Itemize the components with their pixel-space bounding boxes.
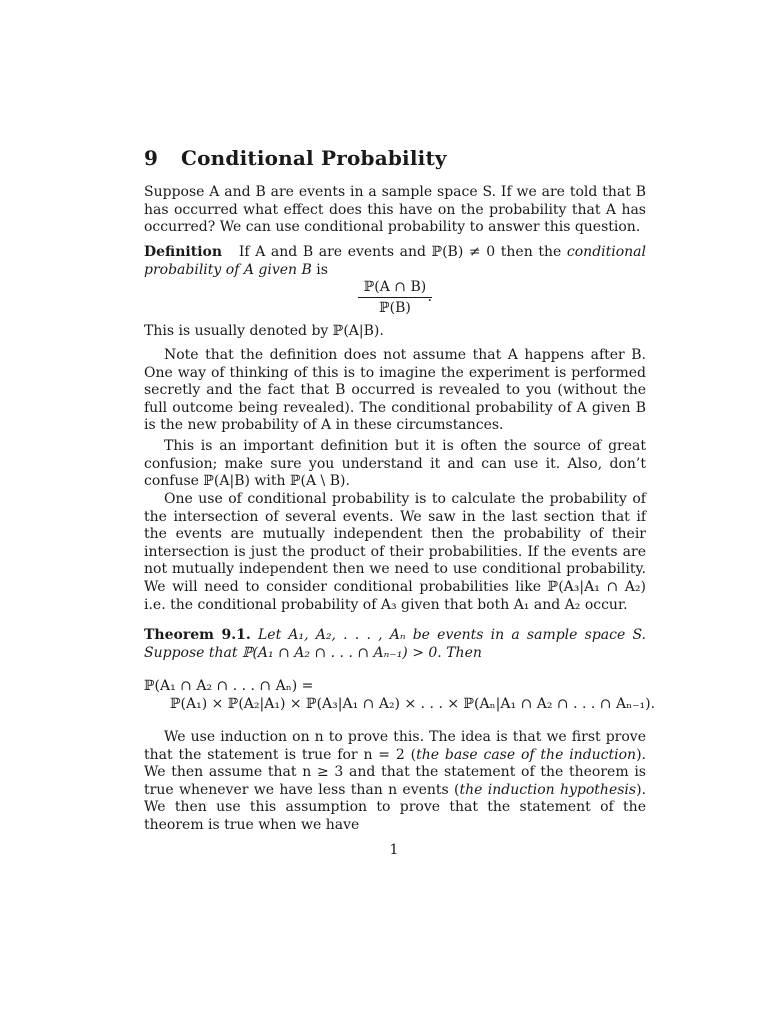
fraction-punctuation: . — [427, 289, 432, 305]
induction-text-1: We use induction on n to prove this. The idea is that we first prove that the statement is true for n = 2 ( — [144, 729, 646, 763]
fraction-numerator: ℙ(A ∩ B) — [363, 279, 427, 295]
induction-italic-2: the induction hypothesis — [459, 781, 637, 798]
one-use-text: One use of conditional probability is to calculate the probability of the intersection of several events. We saw in the last section that if the events are mutually independent then the probability of their intersection is just the product of their probabilities. If the events are not mutually independent then we need to use conditional probability. We will need to consider conditional probabilities like ℙ(A₃|A₁ ∩ A₂) i.e. the conditional probability of A₃ given that both A₁ and A₂ occur. — [144, 491, 646, 613]
induction-text-2: ). We then assume that n ≥ 3 and that the statement of the theorem is true whenever we have less than n events ( — [144, 746, 646, 798]
one-use-paragraph — [144, 491, 646, 614]
induction-text-3: ). We then use this assumption to prove that the statement of the theorem is true when we have — [144, 781, 647, 833]
theorem-label: Theorem 9.1. — [144, 627, 251, 643]
important-text: This is an important definition but it is often the source of great confusion; make sure you understand it and can use it. Also, don’t confuse ℙ(A|B) with ℙ(A \ B). — [144, 438, 646, 490]
theorem-statement: Let A₁, A₂, . . . , Aₙ be events in a sample space S. Suppose that ℙ(A₁ ∩ A₂ ∩ . . . ∩ Aₙ₋₁) > 0. Then — [144, 627, 647, 661]
note-paragraph — [144, 347, 646, 435]
section-title: Conditional Probability — [181, 146, 447, 170]
theorem-block — [144, 627, 646, 662]
induction-italic-1: the base case of the induction — [416, 746, 637, 763]
denoted-text: This is usually denoted by ℙ(A|B). — [144, 323, 384, 339]
conditional-probability-fraction — [350, 279, 440, 316]
page-number: 1 — [389, 842, 399, 858]
intro-paragraph — [144, 184, 646, 237]
denoted-paragraph — [144, 323, 646, 341]
definition-term: conditional probability of A given B — [144, 244, 647, 278]
induction-paragraph — [144, 729, 646, 835]
equation-lhs: ℙ(A₁ ∩ A₂ ∩ . . . ∩ Aₙ) = — [144, 678, 314, 694]
definition-block — [144, 244, 646, 279]
fraction-bar — [358, 297, 432, 298]
important-paragraph — [144, 438, 646, 491]
definition-text-end: is — [316, 261, 328, 278]
fraction-denominator: ℙ(B) — [379, 300, 411, 316]
definition-label: Definition — [144, 244, 223, 260]
section-number: 9 — [144, 146, 159, 170]
section-heading — [144, 146, 447, 170]
definition-text-start: If A and B are events and ℙ(B) ≠ 0 then the — [238, 244, 562, 260]
intro-text: Suppose A and B are events in a sample space S. If we are told that B has occurred what effect does this have on the probability that A has occurred? We can use conditional probability to answer this question. — [144, 184, 646, 236]
equation-rhs: ℙ(A₁) × ℙ(A₂|A₁) × ℙ(A₃|A₁ ∩ A₂) × . . . × ℙ(Aₙ|A₁ ∩ A₂ ∩ . . . ∩ Aₙ₋₁). — [170, 696, 656, 712]
note-text: Note that the definition does not assume that A happens after B. One way of thinking of this is to imagine the experiment is performed secretly and the fact that B occurred is revealed to you (without the full outcome being revealed). The conditional probability of A given B is the new probability of A in these circumstances. — [144, 347, 646, 434]
